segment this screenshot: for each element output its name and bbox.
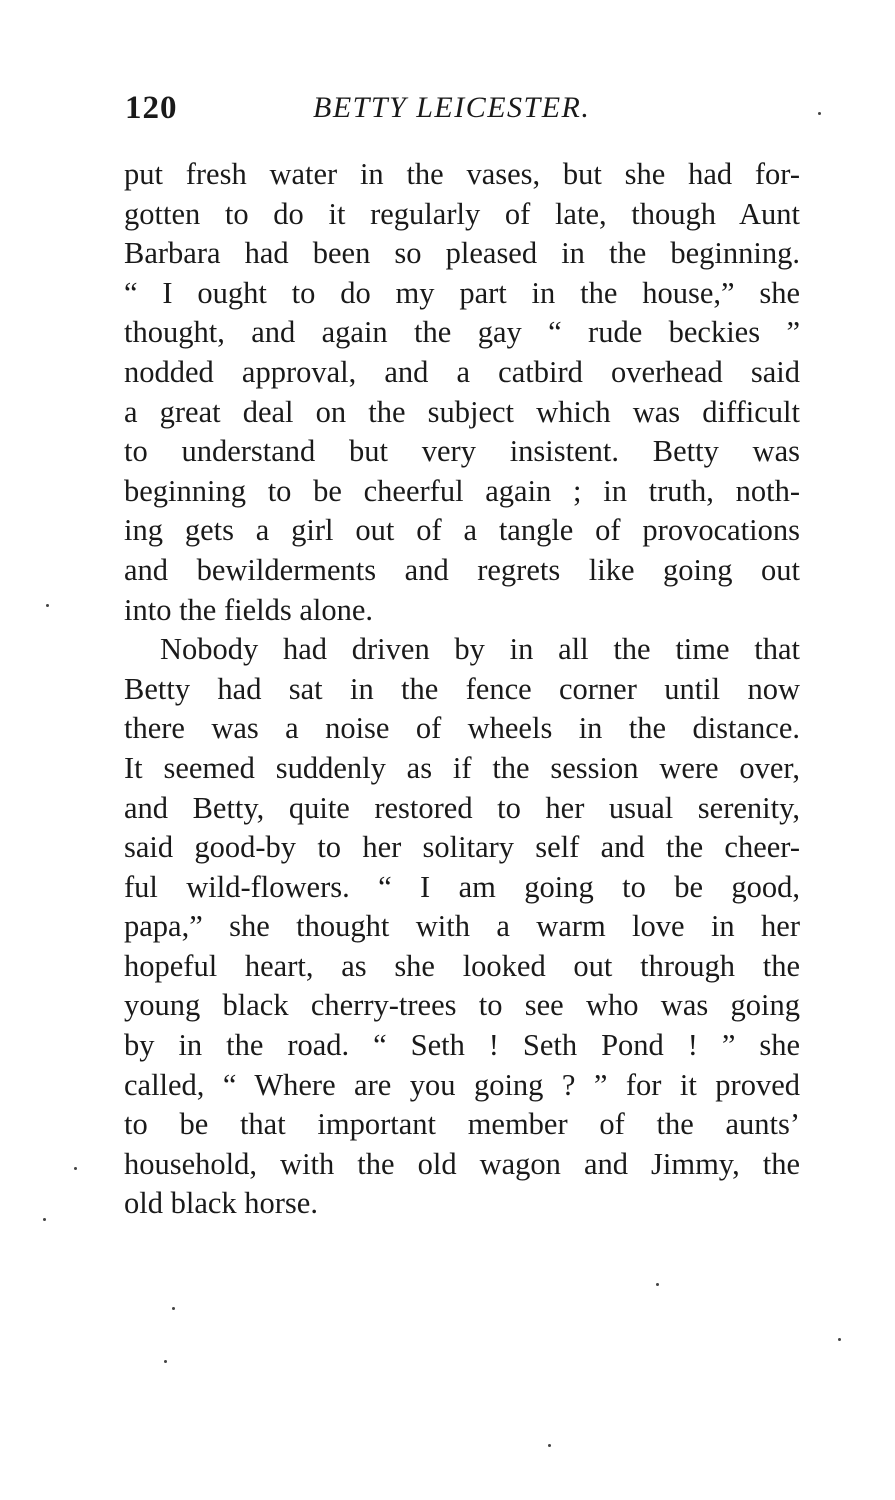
scan-speck <box>818 112 821 115</box>
text-line: into the fields alone. <box>124 592 374 627</box>
text-line: and Betty, quite restored to her usual serenity, <box>124 790 800 825</box>
scan-speck <box>838 1338 841 1341</box>
scan-speck <box>46 604 49 607</box>
scan-speck <box>43 1218 46 1221</box>
page-number: 120 <box>125 90 178 126</box>
text-line: hopeful heart, as she looked out through the <box>124 948 800 983</box>
text-line: old black horse. <box>124 1186 318 1221</box>
text-line: Barbara had been so pleased in the beginning. <box>124 236 800 271</box>
text-line: household, with the old wagon and Jimmy, the <box>124 1146 800 1181</box>
text-line: by in the road. “ Seth ! Seth Pond ! ” she <box>124 1028 800 1063</box>
text-line: young black cherry-trees to see who was going <box>124 988 800 1023</box>
running-title: BETTY LEICESTER. <box>313 91 591 124</box>
text-line: Nobody had driven by in all the time that <box>160 632 800 667</box>
text-line: gotten to do it regularly of late, though Aunt <box>124 196 800 231</box>
paragraph-1 <box>124 155 800 630</box>
text-line: nodded approval, and a catbird overhead said <box>124 354 800 389</box>
text-line: Betty had sat in the fence corner until now <box>124 671 800 706</box>
text-line: “ I ought to do my part in the house,” she <box>124 275 800 310</box>
text-line: called, “ Where are you going ? ” for it proved <box>124 1067 800 1102</box>
text-line: there was a noise of wheels in the distance. <box>124 711 800 746</box>
text-line: ing gets a girl out of a tangle of provocations <box>124 513 800 548</box>
text-line: papa,” she thought with a warm love in her <box>124 909 800 944</box>
scan-speck <box>656 1283 659 1286</box>
text-line: ful wild-flowers. “ I am going to be good, <box>124 869 800 904</box>
text-line: beginning to be cheerful again ; in truth, noth- <box>124 473 800 508</box>
text-line: put fresh water in the vases, but she had for- <box>124 157 800 191</box>
text-line: and bewilderments and regrets like going out <box>124 552 800 587</box>
text-line: to be that important member of the aunts’ <box>124 1107 800 1142</box>
scan-speck <box>74 1167 77 1170</box>
text-line: It seemed suddenly as if the session were over, <box>124 750 800 785</box>
text-line: to understand but very insistent. Betty was <box>124 434 800 469</box>
text-line: a great deal on the subject which was difficult <box>124 394 800 429</box>
page-header <box>125 86 815 130</box>
scan-speck <box>548 1444 551 1447</box>
scan-speck <box>172 1307 175 1310</box>
body-text <box>124 155 800 1224</box>
text-line: thought, and again the gay “ rude beckies ” <box>124 315 800 350</box>
scan-speck <box>164 1360 167 1363</box>
text-line: said good-by to her solitary self and the cheer- <box>124 830 800 865</box>
paragraph-2 <box>124 630 800 1224</box>
